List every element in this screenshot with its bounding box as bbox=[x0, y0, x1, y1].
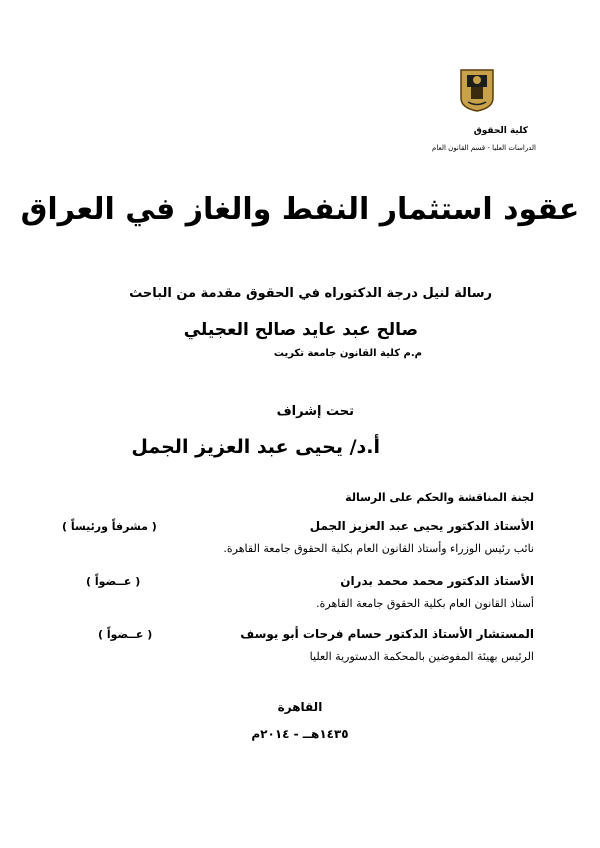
committee-member bbox=[60, 574, 534, 610]
cairo-university-crest-icon bbox=[459, 68, 495, 112]
member-role: ( عــضواً ) bbox=[98, 628, 153, 641]
member-name: المستشار الأستاذ الدكتور حسام فرحات أبو يوسف bbox=[240, 627, 534, 641]
committee-member bbox=[60, 519, 534, 555]
member-name: الأستاذ الدكتور يحيى عبد العزيز الجمل bbox=[309, 519, 534, 533]
author-affiliation: م.م كلية القانون جامعة تكريت bbox=[273, 348, 422, 359]
thesis-description: رسالة لنيل درجة الدكتوراه في الحقوق مقدمة من الباحث bbox=[129, 286, 492, 301]
committee-member bbox=[60, 627, 534, 663]
department-name: الدراسات العليا - قسم القانون العام bbox=[432, 144, 536, 152]
supervision-heading: تحت إشراف bbox=[276, 404, 354, 419]
supervisor-name: أ.د/ يحيى عبد العزيز الجمل bbox=[131, 436, 380, 458]
member-description: الرئيس بهيئة المفوضين بالمحكمة الدستورية العليا bbox=[309, 650, 534, 663]
member-description: أستاذ القانون العام بكلية الحقوق جامعة القاهرة. bbox=[316, 597, 534, 610]
page-title: عقود استثمار النفط والغاز في العراق bbox=[20, 192, 580, 227]
member-name: الأستاذ الدكتور محمد محمد بدران bbox=[340, 574, 534, 588]
date: ١٤٣٥هــ - ٢٠١٤م bbox=[251, 727, 349, 741]
faculty-name: كلية الحقوق bbox=[473, 126, 528, 136]
committee-heading: لجنة المناقشة والحكم على الرسالة bbox=[345, 491, 534, 504]
author-name: صالح عبد عايد صالح العجيلي bbox=[183, 320, 418, 340]
member-description: نائب رئيس الوزراء وأستاذ القانون العام بكلية الحقوق جامعة القاهرة. bbox=[223, 542, 534, 555]
member-role: ( مشرفاً ورئيساً ) bbox=[62, 520, 157, 533]
city: القاهرة bbox=[277, 700, 323, 714]
member-role: ( عــضواً ) bbox=[86, 575, 141, 588]
